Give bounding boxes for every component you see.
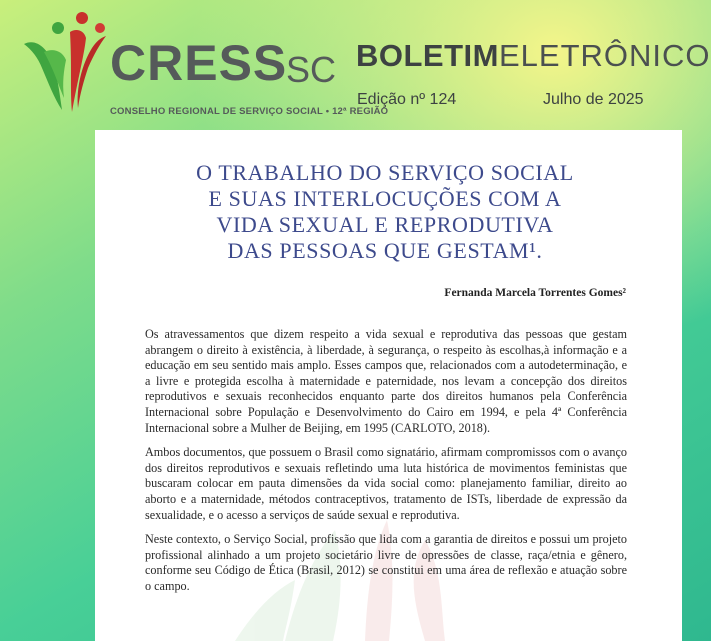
article-body xyxy=(145,327,627,604)
article-author: Fernanda Marcela Torrentes Gomes² xyxy=(444,287,626,299)
header xyxy=(0,0,711,130)
cress-logo[interactable] xyxy=(14,8,389,120)
article-title-line: VIDA SEXUAL E REPRODUTIVA xyxy=(216,212,554,237)
article-page xyxy=(95,130,682,641)
edition-date: Julho de 2025 xyxy=(543,91,644,108)
newsletter-title xyxy=(356,40,711,71)
body-paragraph: Os atravessamentos que dizem respeito a vida sexual e reprodutiva das pessoas que gestam abrangem o direito à existência, à liberdade, à segurança, o respeito às escolhas,à informação e a educação em seu sentido mais amplo. Esses campos que, relacionados com a autodeterminação, e a livre e protegida escolha à maternidade e paternidade, nos levam a concepção dos direitos reprodutivos e sexuais reconhecidos enquanto parte dos direitos humanos pela Conferência Internacional sobre População e Desenvolvimento do Cairo em 1994, e pela 4ª Conferência Internacional sobre a Mulher de Beijing, em 1995 (CARLOTO, 2018). xyxy=(145,327,627,435)
logo-subtitle: CONSELHO REGIONAL DE SERVIÇO SOCIAL • 12ª REGIÃO xyxy=(110,106,389,117)
body-paragraph: Ambos documentos, que possuem o Brasil como signatário, afirmam compromissos com o avanço dos direitos reprodutivos e sexuais refletindo uma luta histórica de movimentos feministas que buscaram colocar em pauta dimensões da vida social como: planejamento familiar, direito ao aborto e a maternidade, métodos contraceptivos, tratamento de ISTs, liberdade de expressão da sexualidade, e o acesso a serviços de saúde sexual e reprodutiva. xyxy=(145,445,627,522)
article-title-line: O TRABALHO DO SERVIÇO SOCIAL xyxy=(196,160,574,185)
article-title-line: DAS PESSOAS QUE GESTAM¹. xyxy=(227,238,543,263)
body-paragraph: Neste contexto, o Serviço Social, profissão que lida com a garantia de direitos e possui um projeto profissional alinhado a um projeto societário livre de opressões de classe, raça/etnia e gênero, conforme seu Código de Ética (Brasil, 2012) se constitui em uma área de reflexão e atuação sobre o campo. xyxy=(145,532,627,593)
article-title xyxy=(155,160,615,264)
newsletter-title-bold: BOLETIM xyxy=(356,38,499,73)
article-title-line: E SUAS INTERLOCUÇÕES COM A xyxy=(208,186,562,211)
logo-name: CRESS xyxy=(110,35,288,91)
newsletter-title-light: ELETRÔNICO xyxy=(499,38,711,73)
edition-number: Edição nº 124 xyxy=(357,91,457,108)
cress-logo-figures-icon xyxy=(14,8,114,120)
logo-state: SC xyxy=(286,49,337,90)
